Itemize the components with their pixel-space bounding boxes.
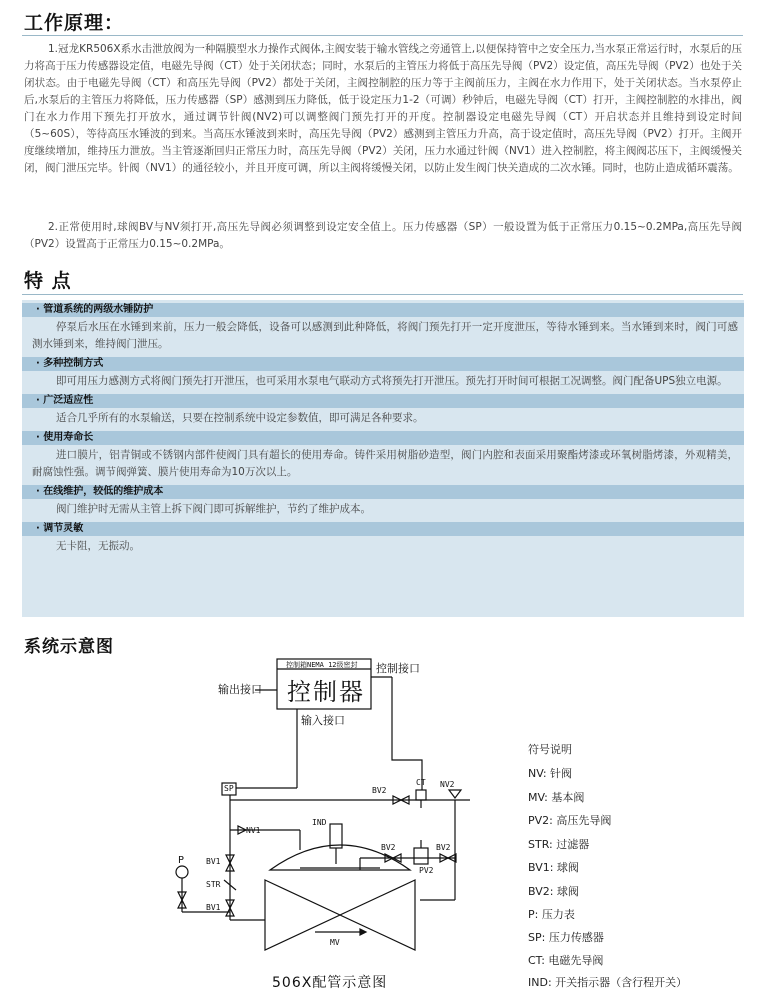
feature-heading: · 广泛适应性 [22,394,744,408]
input-port-label: 输入接口 [301,714,345,727]
principle-paragraph-1: 1.冠龙KR506X系水击泄放阀为一种隔膜型水力操作式阀体,主阀安装于输水管线之旁通管上,以便保持管中之安全压力,当水泵正常运行时，水泵后的压力将高于压力传感器设定值，电磁先导阀（CT）处于关闭状态；同时，水泵后的主管压力将低于高压先导阀（PV2）设定值，高压先导阀（PV2）也处于关闭状态。由于电磁先导阀（CT）和高压先导阀（PV2）都处于关闭，主阀控制腔的压力等于主阀前压力，主阀在水力作用下，处于关闭状态。当水泵停止后,水泵后的主管压力将降低，压力传感器（SP）感测到压力降低，低于设定压力1-2（可调）秒钟后，电磁先导阀（CT）打开，主阀控制腔的水排出，阀门在水力作用下预先打开放水，通过调节针阀(NV2)可以调整阀门预先打开的开度。控制器设定电磁先导阀（CT）开启状态并且维持到设定时间（5~60S），等待高压水锤波的到来。当高压水锤波到来时，高压先导阀（PV2）感测到主管压力升高，高于设定值时，高压先导阀（PV2）打开。主阀开度继续增加，维持压力泄放。当主管逐渐回归正常压力时，高压先导阀（PV2）关闭，压力水通过针阀（NV1）进入控制腔，将主阀阀芯压下，主阀缓慢关闭，阀门泄压完毕。针阀（NV1）的通径较小，并且开度可调，所以主阀将缓慢关闭，以防止发生阀门快关造成的二次水锤。同时，也防止造成循环震荡。 [24,43,742,174]
legend-title: 符号说明 [528,743,572,756]
legend-item: IND: 开关指示器（含行程开关） [528,976,688,989]
pv2-label: PV2 [419,866,434,875]
legend-item: BV2: 球阀 [528,885,579,898]
feature-heading: · 调节灵敏 [22,522,744,536]
legend-item: CT: 电磁先导阀 [528,954,604,967]
legend-item: NV: 针阀 [528,767,573,780]
bv2-top-label: BV2 [372,786,387,795]
sp-label: SP [224,784,234,793]
legend-item: P: 压力表 [528,908,575,921]
section-title-diagram: 系统示意图 [24,637,114,657]
nv2-label: NV2 [440,780,455,789]
feature-heading: · 多种控制方式 [22,357,744,371]
feature-text: 即可用压力感测方式将阀门预先打开泄压，也可采用水泵电气联动方式将预先打开泄压。预先打开时间可根据工况调整。阀门配备UPS独立电源。 [56,375,728,387]
controller-label: 控制器 [287,678,365,706]
feature-heading: · 使用寿命长 [22,431,744,445]
mv-label: MV [330,938,340,947]
feature-text: 停泵后水压在水锤到来前，压力一般会降低，设备可以感测到此种降低，将阀门预先打开一定开度泄压，等待水锤到来。当水锤到来时，阀门可感测水锤到来，维持阀门泄压。 [32,321,738,350]
bv2-mid-label: BV2 [381,843,396,852]
nv1-label: NV1 [246,826,261,835]
controller-header: 控制箱NEMA 12级密封 [286,661,358,669]
feature-text: 阀门维护时无需从主管上拆下阀门即可拆解维护，节约了维护成本。 [56,503,371,515]
section-title-principle: 工作原理： [24,12,125,34]
legend-item: PV2: 高压先导阀 [528,814,612,827]
section-title-features: 特 点 [24,270,72,292]
legend-item: SP: 压力传感器 [528,931,604,944]
principle-paragraph-2: 2.正常使用时,球阀BV与NV须打开,高压先导阀必须调整到设定安全值上。压力传感器（SP）一般设置为低于正常压力0.15~0.2MPa,高压先导阀（PV2）设置高于正常压力0.15~0.2MPa。 [24,221,742,250]
feature-text: 进口膜片，铝青铜或不锈钢内部件使阀门具有超长的使用寿命。铸件采用树脂砂造型，阀门内腔和表面采用聚酯烤漆或环氧树脂烤漆，外观精美，耐腐蚀性强。调节阀弹簧、膜片使用寿命为10万次以上。 [32,449,738,478]
diagram-caption: 506X配管示意图 [272,975,388,991]
ind-label: IND [312,818,327,827]
feature-text: 无卡阻，无振动。 [56,540,140,552]
bv1-top-label: BV1 [206,857,221,866]
output-port-label: 输出接口 [218,683,262,696]
pressure-gauge-label: P [178,855,185,866]
legend-item: BV1: 球阀 [528,861,579,874]
str-label: STR [206,880,221,889]
legend-item: STR: 过滤器 [528,838,590,851]
feature-text: 适合几乎所有的水泵输送，只要在控制系统中设定参数值，即可满足各种要求。 [56,412,424,424]
control-port-label: 控制接口 [376,662,420,675]
bv1-bottom-label: BV1 [206,903,221,912]
ct-label: CT [416,778,426,787]
feature-heading: · 在线维护，较低的维护成本 [22,485,744,499]
feature-heading: · 管道系统的两级水锤防护 [22,303,744,317]
bv2-right-label: BV2 [436,843,451,852]
legend-item: MV: 基本阀 [528,791,585,804]
